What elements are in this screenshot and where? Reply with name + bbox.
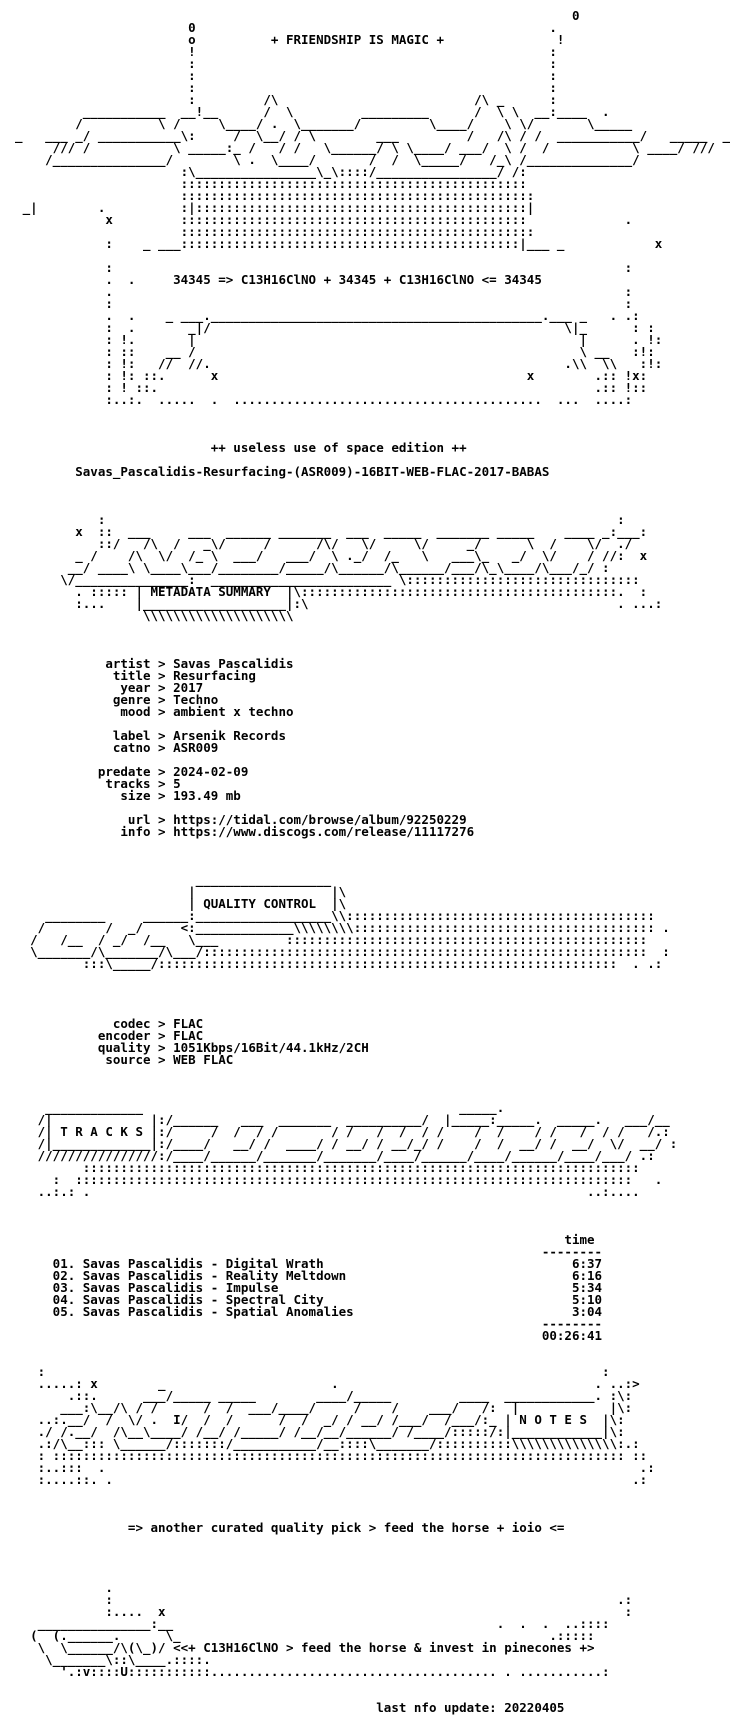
nfo-line <box>0 982 648 994</box>
nfo-line <box>0 478 648 490</box>
nfo-line: :::::::::::::::::::::::::::::::::::::::::::::::::::::::::::::::::::::::::: <box>0 1160 640 1175</box>
nfo-line: quality > 1051Kbps/16Bit/44.1kHz/2CH <box>0 1040 369 1055</box>
nfo-line: \_______\::\____.::::. <box>0 1652 211 1667</box>
nfo-line: x :: ___ ___ ______ _______ ___ _____ _______ _____ ____ _:___: <box>0 524 648 539</box>
nfo-line: ..:.: . ..:.... <box>0 1184 640 1199</box>
nfo-line <box>0 406 648 418</box>
nfo-line: /_______________/ \ . \____/ / / \_____/ /_\ /______________/ <box>0 152 640 167</box>
nfo-line <box>0 1486 648 1498</box>
nfo-line: :.... x : <box>0 1604 633 1619</box>
nfo-line <box>0 1210 648 1222</box>
nfo-line <box>0 970 648 982</box>
nfo-line: __________________ <box>0 872 332 887</box>
nfo-line <box>0 490 648 502</box>
nfo-line: : :: __ / \ __ :!: <box>0 344 655 359</box>
nfo-line <box>0 1546 648 1558</box>
nfo-line: ___________ __!__ / \ _________ / \ \ __:____ . <box>0 104 610 119</box>
nfo-line: -------- <box>0 1316 603 1331</box>
nfo-line: :....::. . .: <box>0 1472 648 1487</box>
nfo-line: 04. Savas Pascalidis - Spectral City 5:10 <box>0 1292 603 1307</box>
nfo-line <box>0 1498 648 1510</box>
nfo-line: ! : <box>0 44 557 59</box>
nfo-line: ./ /.__/ /\__\____/ /__/ /_____/ /__/__/______/ /____/:::::/:|____________|\: <box>0 1424 625 1439</box>
nfo-line <box>0 1342 648 1354</box>
nfo-line: : !: // //. .\\ \\ :!: <box>0 356 663 371</box>
nfo-line: codec > FLAC <box>0 1016 204 1031</box>
nfo-line: ..:.__/ / \/ . I/ / / / / _/ / __/ /___/ /___/:_ | N O T E S |\: <box>0 1412 625 1427</box>
nfo-line <box>0 994 648 1006</box>
nfo-line: _| . :|::::::::::::::::::::::::::::::::::::::::::::| <box>0 200 535 215</box>
nfo-line <box>0 1066 648 1078</box>
nfo-line: _______________:__ . . . ..:::: <box>0 1616 610 1631</box>
nfo-line: _ / /\ \/ /_ \ ___/ ___/ \ ._/ /_ \ ___\_ _/ \/ / //: x <box>0 548 648 563</box>
nfo-line <box>0 634 648 646</box>
nfo-line: : /\ /\ _ : <box>0 92 557 107</box>
nfo-line: 01. Savas Pascalidis - Digital Wrath 6:37 <box>0 1256 603 1271</box>
nfo-line: x :::::::::::::::::::::::::::::::::::::::::::::: . <box>0 212 633 227</box>
nfo-line: : : <box>0 1364 610 1379</box>
nfo-line: \\\\\\\\\\\\\\\\\\\\ <box>0 608 294 623</box>
nfo-line: : !. | | . !: <box>0 332 663 347</box>
nfo-line <box>0 418 648 430</box>
nfo-line: ++ useless use of space edition ++ <box>0 440 467 455</box>
nfo-line: . : <box>0 284 633 299</box>
nfo-line: /| T R A C K S |:/ / / / / / / / / / / / / / / / / / /.: <box>0 1124 670 1139</box>
nfo-line: \_______/\_______/\___/::::::::::::::::::::::::::::::::::::::::::::::::::::::::::: : <box>0 944 670 959</box>
nfo-line: : : <box>0 68 557 83</box>
nfo-line <box>0 1678 648 1690</box>
nfo-line: : .: <box>0 1592 633 1607</box>
nfo-line: mood > ambient x techno <box>0 704 294 719</box>
nfo-line: . . 34345 => C13H16ClNO + 34345 + C13H16ClNO <= 34345 <box>0 272 542 287</box>
nfo-line <box>0 1534 648 1546</box>
nfo-line: __/ ____\ \____\___/________/_____/\______/\______/___/\_\____/\___/_/ : <box>0 560 610 575</box>
nfo-line: -------- <box>0 1244 603 1259</box>
nfo-line: _____________ _____. <box>0 1100 505 1115</box>
nfo-line: artist > Savas Pascalidis <box>0 656 294 671</box>
nfo-line: 0 <box>0 8 580 23</box>
nfo-line: :::\_____/::::::::::::::::::::::::::::::::::::::::::::::::::::::::::::: . .: <box>0 956 663 971</box>
nfo-line: | QUALITY CONTROL |\ <box>0 896 347 911</box>
nfo-line: ::::::::::::::::::::::::::::::::::::::::::::::: <box>0 224 535 239</box>
nfo-line: year > 2017 <box>0 680 204 695</box>
nfo-line: : :::::::::::::::::::::::::::::::::::::::::::::::::::::::::::::::::::::::::::: :: <box>0 1448 648 1463</box>
nfo-line: 03. Savas Pascalidis - Impulse 5:34 <box>0 1280 603 1295</box>
nfo-line <box>0 622 648 634</box>
nfo-line: :..::: . .: <box>0 1460 655 1475</box>
nfo-line: _ ___ _/ ___________\: / \__/ / \ ___ / /\ / / ___________/ _____ _ <box>0 128 730 143</box>
nfo-line: : . _|/ \|_ : : <box>0 320 655 335</box>
nfo-line: url > https://tidal.com/browse/album/92250229 <box>0 812 467 827</box>
nfo-line: : : <box>0 296 633 311</box>
nfo-line <box>0 838 648 850</box>
nfo-line: => another curated quality pick > feed the horse + ioio <= <box>0 1520 565 1535</box>
nfo-line: .:/\__::: \______/:::::::/___________/__::::\_______/::::::::::\\\\\\\\\\\\\\:.: <box>0 1436 640 1451</box>
nfo-line: ::::::::::::::::::::::::::::::::::::::::::::::: <box>0 188 535 203</box>
nfo-line: ________ ______:__________________\\::::::::::::::::::::::::::::::::::::::::: <box>0 908 655 923</box>
nfo-line: : : <box>0 512 625 527</box>
nfo-line: 02. Savas Pascalidis - Reality Meltdown 6:16 <box>0 1268 603 1283</box>
nfo-line: : : <box>0 260 633 275</box>
nfo-line <box>0 1558 648 1570</box>
nfo-line: genre > Techno <box>0 692 219 707</box>
nfo-line: '.:v::::U:::::::::::...................................... . ...........: <box>0 1664 610 1679</box>
nfo-line: : :::::::::::::::::::::::::::::::::::::::::::::::::::::::::::::::::::::::::: . <box>0 1172 663 1187</box>
nfo-line: / / _/ <:_____________\\\\\\\\:::::::::::::::::::::::::::::::::::::::: . <box>0 920 670 935</box>
nfo-line: predate > 2024-02-09 <box>0 764 249 779</box>
nfo-line: : !: ::. x x .:: !x: <box>0 368 648 383</box>
nfo-line: /| |:/______ ___ _______ __________/ |_____:_____. _____. ___/__ <box>0 1112 670 1127</box>
nfo-line: catno > ASR009 <box>0 740 219 755</box>
nfo-line <box>0 850 648 862</box>
nfo-line: ::/ /\ / _\/ / /\/ \/ \/ _/ \ / \/ ./ <box>0 536 633 551</box>
nfo-line: 00:26:41 <box>0 1328 603 1343</box>
nfo-line: :... |___________________|:\ . ...: <box>0 596 663 611</box>
nfo-line: 05. Savas Pascalidis - Spatial Anomalies 3:04 <box>0 1304 603 1319</box>
nfo-line: / /__ / _/ /__ \___ :::::::::::::::::::::::::::::::::::::::::::::::: <box>0 932 648 947</box>
nfo-line: .....: x _ . . ..:> <box>0 1376 640 1391</box>
nfo-line: : : <box>0 80 557 95</box>
nfo-line: size > 193.49 mb <box>0 788 241 803</box>
nfo-line: encoder > FLAC <box>0 1028 204 1043</box>
nfo-line: o + FRIENDSHIP IS MAGIC + ! <box>0 32 565 47</box>
nfo-line: ___:\__/\ / / / / ___/____/ / / ___/ /: | |\: <box>0 1400 633 1415</box>
nfo-line: .::. ___/_____ _____ ____/_____ ____ ____________. :\: <box>0 1388 633 1403</box>
nfo-line: :::::::::::::::::::::::::::::::::::::::::::::: <box>0 176 527 191</box>
nfo-line: | |\ <box>0 884 347 899</box>
nfo-line: time <box>0 1232 595 1247</box>
nfo-line: /// / \ _____:_ / / / \______/ \ \____/ ___/ \ / / \ ____/ /// <box>0 140 715 155</box>
nfo-line: 0 . <box>0 20 557 35</box>
nfo-line: label > Arsenik Records <box>0 728 286 743</box>
nfo-line: /|_____________|:/____/ __/ / ____/ / __/ / __/_/ / / / __/ / __/ \/ __/ : <box>0 1136 678 1151</box>
nfo-line: . . _ ___.____________________________________________.___ _ . .: <box>0 308 640 323</box>
nfo-line: :..:. ..... . ......................................... ... ....: <box>0 392 633 407</box>
nfo-line: ////////////////:/____/______/_______/_______/____/______/____/______/____/___/ .: <box>0 1148 655 1163</box>
nfo-line: info > https://www.discogs.com/release/11117276 <box>0 824 475 839</box>
nfo-line: last nfo update: 20220405 <box>0 1700 565 1715</box>
nfo-line: : : <box>0 56 557 71</box>
nfo-line: ( (.______. \_ .::::: <box>0 1628 595 1643</box>
nfo-line: : _ ___:::::::::::::::::::::::::::::::::::::::::::::|___ _ x <box>0 236 663 251</box>
nfo-line: \/_______________: ________________________ \::::::::::::::::::::::::::::::: <box>0 572 640 587</box>
nfo-line: Savas_Pascalidis-Resurfacing-(ASR009)-16BIT-WEB-FLAC-2017-BABAS <box>0 464 550 479</box>
nfo-line: / \ / \____/ . \_______/ \____/ \ \/ \_____ <box>0 116 633 131</box>
nfo-line: : ! ::. .:: !:: <box>0 380 648 395</box>
nfo-line: tracks > 5 <box>0 776 181 791</box>
nfo-line: source > WEB FLAC <box>0 1052 234 1067</box>
nfo-line: :\________________\_\::::/________________/ /: <box>0 164 527 179</box>
nfo-line: title > Resurfacing <box>0 668 256 683</box>
nfo-line: . <box>0 1580 113 1595</box>
nfo-line <box>0 1078 648 1090</box>
nfo-line <box>0 1198 648 1210</box>
nfo-line: \ \______/\(\_)/ <<+ C13H16ClNO > feed the horse & invest in pinecones +> <box>0 1640 595 1655</box>
nfo-line: . ::::: | METADATA SUMMARY |\::::::::::::::::::::::::::::::::::::::::::. : <box>0 584 648 599</box>
